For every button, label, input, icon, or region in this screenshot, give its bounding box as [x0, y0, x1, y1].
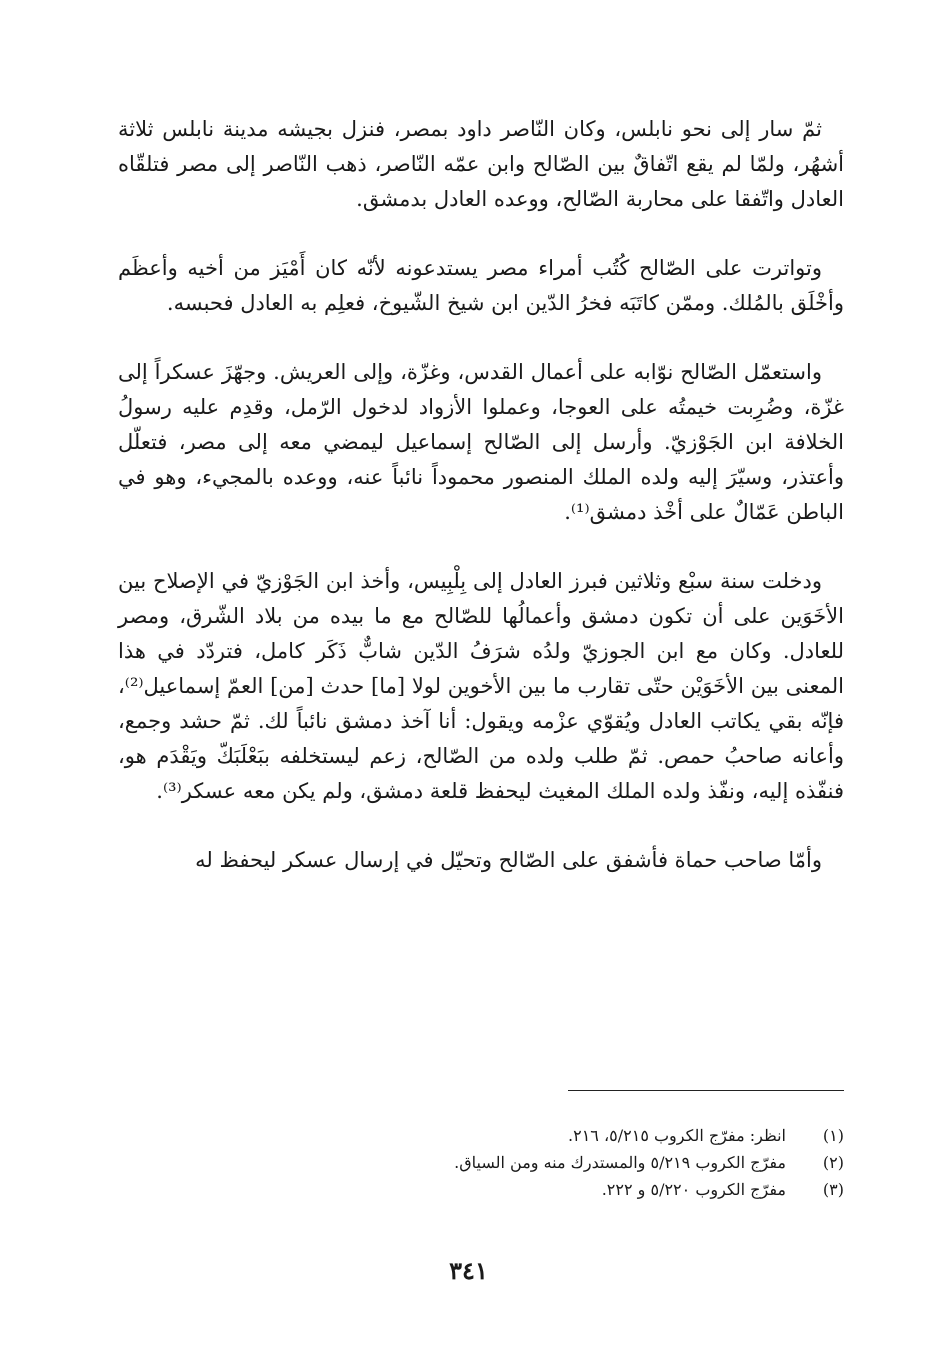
footnote-text: مفرّج الكروب ٥/٢١٩ والمستدرك منه ومن السياق. — [454, 1153, 786, 1172]
footnote-number: (٣) — [822, 1180, 844, 1199]
footnote-separator — [568, 1090, 844, 1091]
page-number: ٣٤١ — [449, 1256, 488, 1285]
footnotes — [118, 1122, 844, 1203]
footnote-number: (٢) — [822, 1153, 844, 1172]
paragraph-2: وتواترت على الصّالح كُتُب أمراء مصر يستدعونه لأنّه كان أَمْيَز من أخيه وأعظَم وأخْلَق بالمُلك. وممّن كاتَبَه فخرُ الدّين ابن شيخ الشّيوخ، فعلِم به العادل فحبسه. — [118, 256, 844, 315]
paragraph-5: وأمّا صاحب حماة فأشفق على الصّالح وتحيّل في إرسال عسكر ليحفظ له — [195, 848, 822, 872]
main-text — [118, 112, 844, 878]
footnote-text: انظر: مفرّج الكروب ٥/٢١٥، ٢١٦. — [568, 1126, 786, 1145]
footnote-3 — [118, 1176, 844, 1203]
paragraph-3: واستعمّل الصّالح نوّابه على أعمال القدس، وغزّة، وإلى العريش. وجهّزَ عسكراً إلى غزّة، وضُرِبت خيمتُه على العوجا، وعملوا الأزواد لدخول الرّمل، وقدِم عليه رسولُ الخلافة ابن الجَوْزيّ. وأرسل إلى الصّالح إسماعيل ليمضي معه إلى مصر، فتعلّل وأعتذر، وسيّرَ إليه ولده الملك المنصور محموداً نائباً عنه، ووعده بالمجيء، وهو في الباطن عَمّالٌ على أخْذ دمشق⁽¹⁾. — [118, 360, 845, 524]
footnote-1 — [118, 1122, 844, 1149]
paragraph-4: ودخلت سنة سبْع وثلاثين فبرز العادل إلى بِلْبِيس، وأخذ ابن الجَوْزيّ في الإصلاح بين الأخَوَين على أن تكون دمشق وأعمالُها للصّالح مع ما بيده من بلاد الشّرق، ومصر للعادل. وكان مع ابن الجوزيّ ولدُه شرَفُ الدّين شابٌّ ذَكَر كامل، فتردّد في هذا المعنى بين الأخَوَيْن حتّى تقارب ما بين الأخوين لولا [ما] حدث [من] العمّ إسماعيل⁽²⁾، فإنّه بقي يكاتب العادل ويُقوّي عزْمه ويقول: أنا آخذ دمشق نائباً لك. ثمّ حشد وجمع، وأعانه صاحبُ حمص. ثمّ طلب ولده من الصّالح، زعم ليستخلفه ببَعْلَبَكّ ويَقْدَم هو، فنفّذه إليه، ونفّذ ولده الملك المغيث ليحفظ قلعة دمشق، ولم يكن معه عسكر⁽³⁾. — [118, 569, 844, 803]
footnote-text: مفرّج الكروب ٥/٢٢٠ و ٢٢٢. — [601, 1180, 786, 1199]
footnote-2 — [118, 1149, 844, 1176]
paragraph-1: ثمّ سار إلى نحو نابلس، وكان النّاصر داود بمصر، فنزل بجيشه مدينة نابلس ثلاثة أشهُر، ولمّا لم يقع اتّفاقٌ بين الصّالح وابن عمّه النّاصر، ذهب النّاصر إلى مصر فتلقّاه العادل واتّفقا على محاربة الصّالح، ووعده العادل بدمشق. — [118, 117, 844, 211]
footnote-number: (١) — [822, 1126, 844, 1145]
